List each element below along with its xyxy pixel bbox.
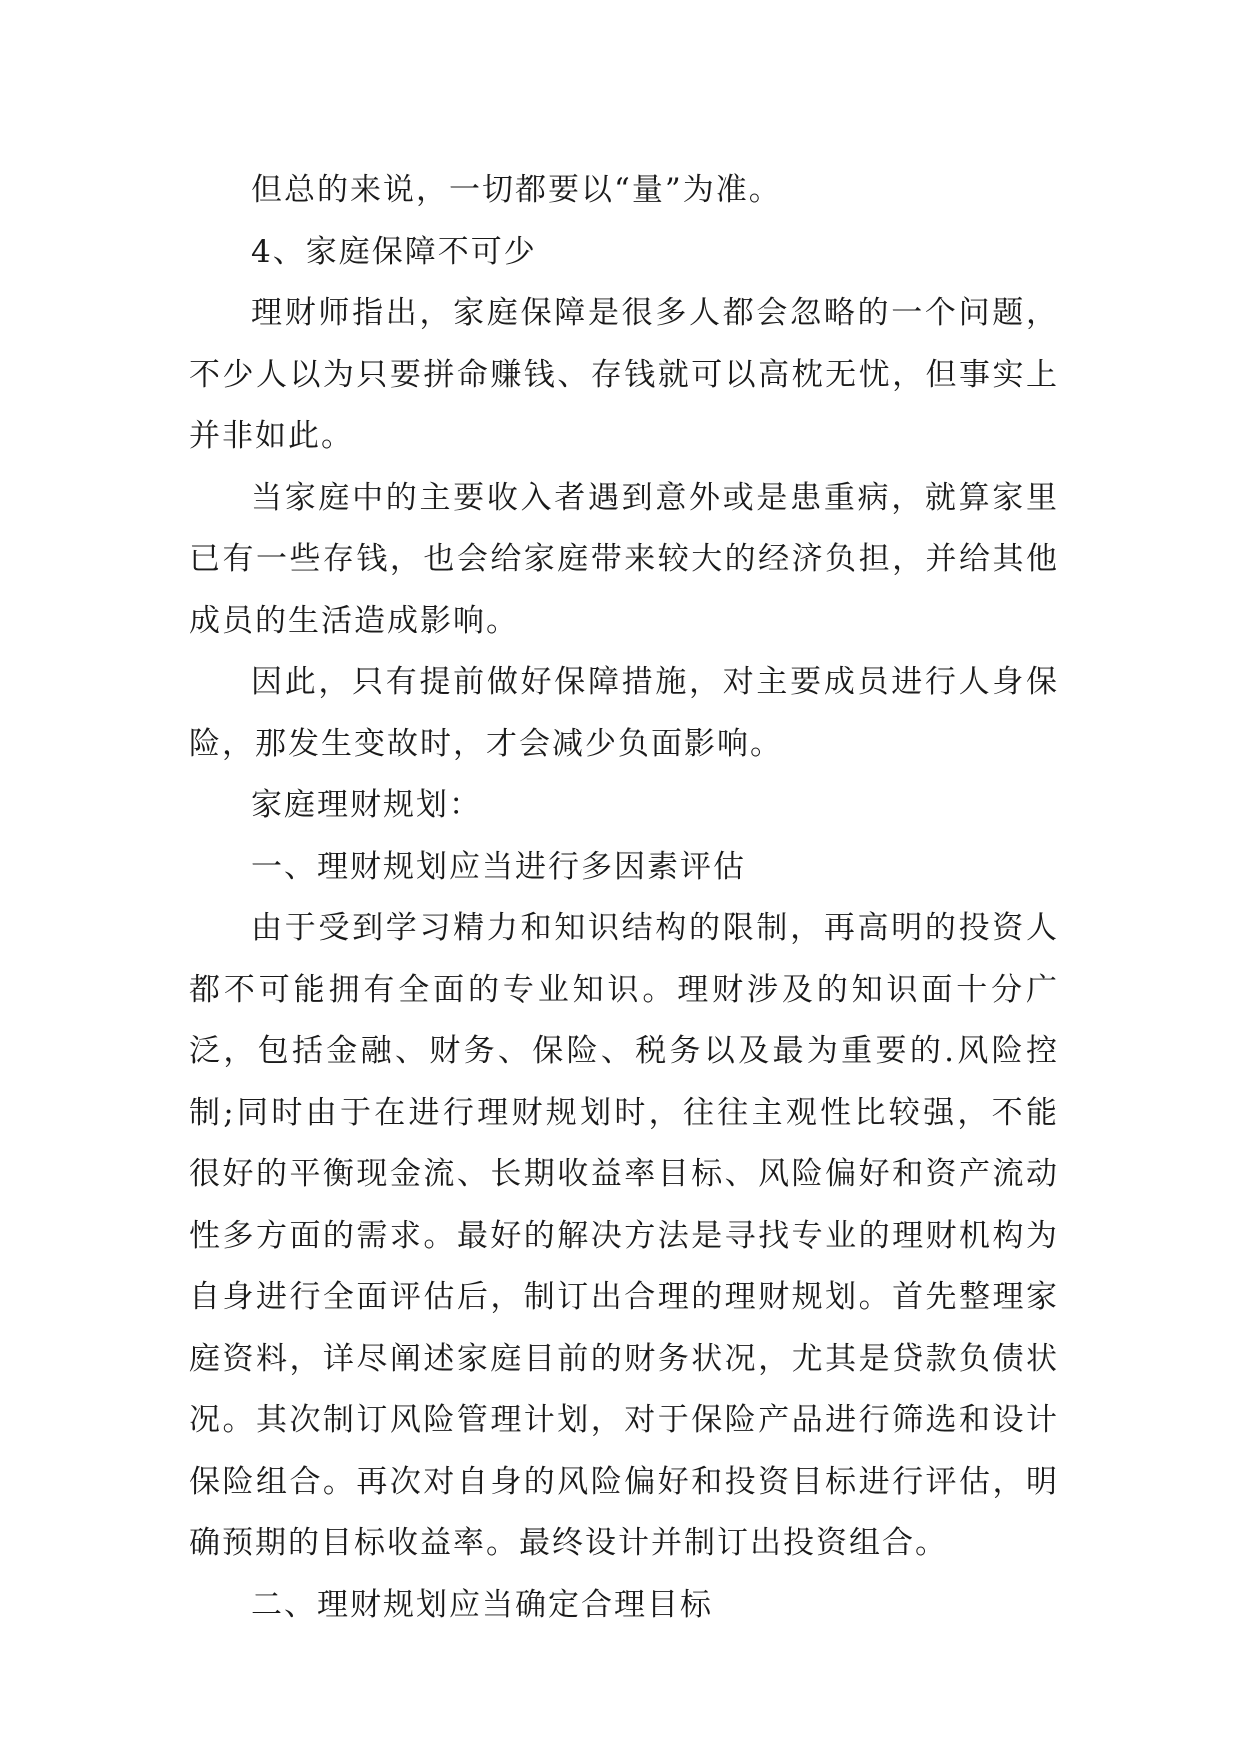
document-body (189, 160, 1059, 1636)
paragraph: 但总的来说，一切都要以“量”为准。 (251, 172, 782, 208)
section-heading: 家庭理财规划： (251, 787, 482, 823)
section-heading: 二、理财规划应当确定合理目标 (251, 1586, 713, 1623)
section-heading: 4、家庭保障不可少 (251, 233, 537, 270)
paragraph: 理财师指出，家庭保障是很多人都会忽略的一个问题，不少人以为只要拼命赚钱、存钱就可以高枕无忧，但事实上并非如此。 (189, 295, 1059, 454)
paragraph: 因此，只有提前做好保障措施，对主要成员进行人身保险，那发生变故时，才会减少负面影响。 (189, 664, 1059, 762)
paragraph: 由于受到学习精力和知识结构的限制，再高明的投资人都不可能拥有全面的专业知识。理财涉及的知识面十分广泛，包括金融、财务、保险、税务以及最为重要的.风险控制;同时由于在进行理财规划时，往往主观性比较强，不能很好的平衡现金流、长期收益率目标、风险偏好和资产流动性多方面的需求。最好的解决方法是寻找专业的理财机构为自身进行全面评估后，制订出合理的理财规划。首先整理家庭资料，详尽阐述家庭目前的财务状况，尤其是贷款负债状况。其次制订风险管理计划，对于保险产品进行筛选和设计保险组合。再次对自身的风险偏好和投资目标进行评估，明确预期的目标收益率。最终设计并制订出投资组合。 (189, 910, 1059, 1561)
section-heading: 一、理财规划应当进行多因素评估 (251, 848, 746, 885)
paragraph: 当家庭中的主要收入者遇到意外或是患重病，就算家里已有一些存钱，也会给家庭带来较大的经济负担，并给其他成员的生活造成影响。 (189, 479, 1059, 639)
